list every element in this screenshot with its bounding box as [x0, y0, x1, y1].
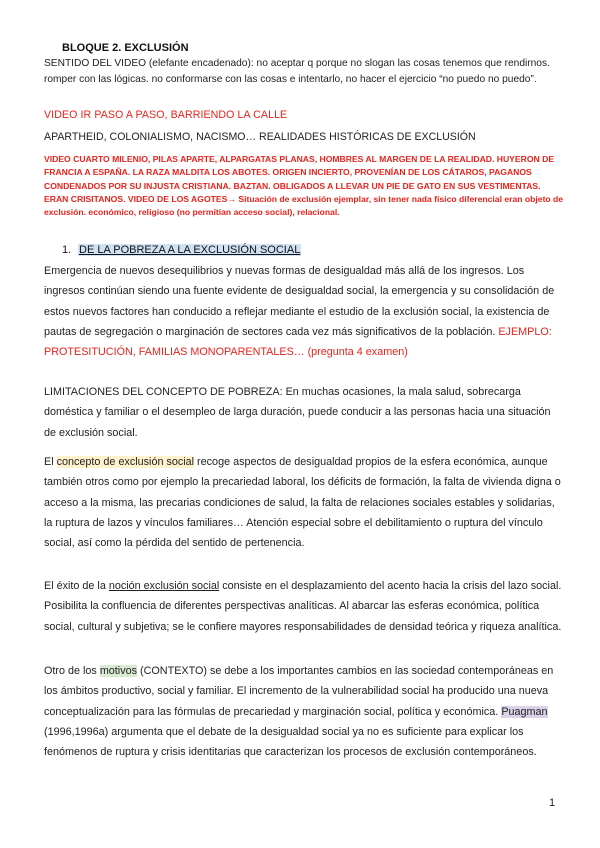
paragraph-emergencia-example: EJEMPLO: PROTESITUCIÓN, FAMILIAS MONOPARENTALES… (pregunta 4 examen)	[44, 325, 552, 359]
paragraph-limitaciones: LIMITACIONES DEL CONCEPTO DE POBREZA: En muchas ocasiones, la mala salud, sobrecarga doméstica y familiar o el desempleo de larga duración, puede conducir a las personas hacia una situación de exclusión social.	[44, 386, 551, 439]
section-heading	[62, 244, 301, 256]
paragraph-motivos-post: (1996,1996a) argumenta que el debate de la desigualdad social ya no es suficiente para explicar los fenómenos de ruptura y crisis identitarias que caracterizan los procesos de exclusión contemporáneos.	[44, 725, 537, 759]
agotes-note-detail: Situación de exclusión ejemplar, sin tener nada físico diferencial eran objeto de exclusión. económico, religioso (no permitían acceso social), relacional.	[44, 193, 564, 218]
paragraph-emergencia-text: Emergencia de nuevos desequilibrios y nuevas formas de desigualdad más allá de los ingresos. Los ingresos continúan siendo una fuente evidente de desigualdad social, la emergencia y su consolidación de estos nuevos factores han conducido a reflejar mediante el estudio de la exclusión social, la existencia de pautas de segregación o marginación de sectores cada vez más significativos de la población.	[44, 265, 555, 338]
highlight-puagman: Puagman	[501, 705, 548, 718]
section-label: DE LA POBREZA A LA EXCLUSIÓN SOCIAL	[79, 244, 301, 256]
paragraph-concepto-post: recoge aspectos de desigualdad propios de la esfera económica, aunque también otros como por ejemplo la precariedad laboral, los déficits de formación, la falta de vivienda digna o acceso a la misma, las precarias condiciones de salud, la falta de relaciones sociales estables y solidarias, la ruptura de lazos y vínculos familiares… Atención especial sobre el debilitamiento o ruptura del vínculo social, así como la pérdida del sentido de pertenencia.	[44, 456, 561, 550]
agotes-note	[44, 153, 564, 219]
paragraph-emergencia	[44, 261, 564, 362]
agotes-note-caps: VIDEO CUARTO MILENIO, PILAS APARTE, ALPARGATAS PLANAS, HOMBRES AL MARGEN DE LA REALIDAD. HUYERON DE FRANCIA A ESPAÑA. LA RAZA MALDITA LOS ABOTES. ORIGEN INCIERTO, PROVENÍAN DE LOS CÁTAROS, PAGANOS CONDENADOS POR SU INJUSTA CRISTIANA. BAZTAN. OBLIGADOS A LLEVAR UN PIE DE GATO EN SUS VESTIMENTAS. ERAN CRISITANOS. VIDEO DE LOS AGOTES→	[44, 154, 555, 204]
paragraph-motivos-mid: (CONTEXTO) se debe a los importantes cambios en las sociedad contemporáneas en los ámbitos productivo, social y familiar. El incremento de la vulnerabilidad social ha producido una nueva conceptualización para las fórmulas de precariedad y marginación social, política y económica.	[44, 665, 554, 718]
paragraph-concepto-pre: El	[44, 456, 57, 468]
section-number: 1.	[62, 244, 72, 256]
block-title: BLOQUE 2. EXCLUSIÓN	[62, 42, 189, 54]
intro-paragraph: SENTIDO DEL VIDEO (elefante encadenado): no aceptar q porque no slogan las cosas tenemos que rendirnos. romper con las lógicas. no conformarse con las cosas e intentarlo, no hacer el ejercicio “no puedo no puedo”.	[44, 58, 550, 85]
paragraph-motivos-pre: Otro de los	[44, 665, 100, 677]
page-number: 1	[549, 797, 556, 809]
paragraph-exito-pre: El éxito de la	[44, 580, 109, 592]
historical-realities-line: APARTHEID, COLONIALISMO, NACISMO… REALIDADES HISTÓRICAS DE EXCLUSIÓN	[44, 131, 476, 143]
paragraph-exito-post: consiste en el desplazamiento del acento hacia la crisis del lazo social. Posibilita la confluencia de diferentes perspectivas analíticas. Al abarcar las esferas económica, política social, cultural y subjetiva; se le confiere mayores responsabilidades de densidad teórica y riqueza analítica.	[44, 580, 562, 633]
highlight-concepto: concepto de exclusión social	[56, 456, 195, 468]
highlight-motivos: motivos	[99, 665, 138, 677]
paragraph-concepto	[44, 452, 564, 553]
video-note: VIDEO IR PASO A PASO, BARRIENDO LA CALLE	[44, 109, 288, 121]
paragraph-motivos	[44, 661, 564, 762]
underline-nocion: noción exclusión social	[108, 580, 220, 592]
paragraph-exito	[44, 576, 564, 637]
